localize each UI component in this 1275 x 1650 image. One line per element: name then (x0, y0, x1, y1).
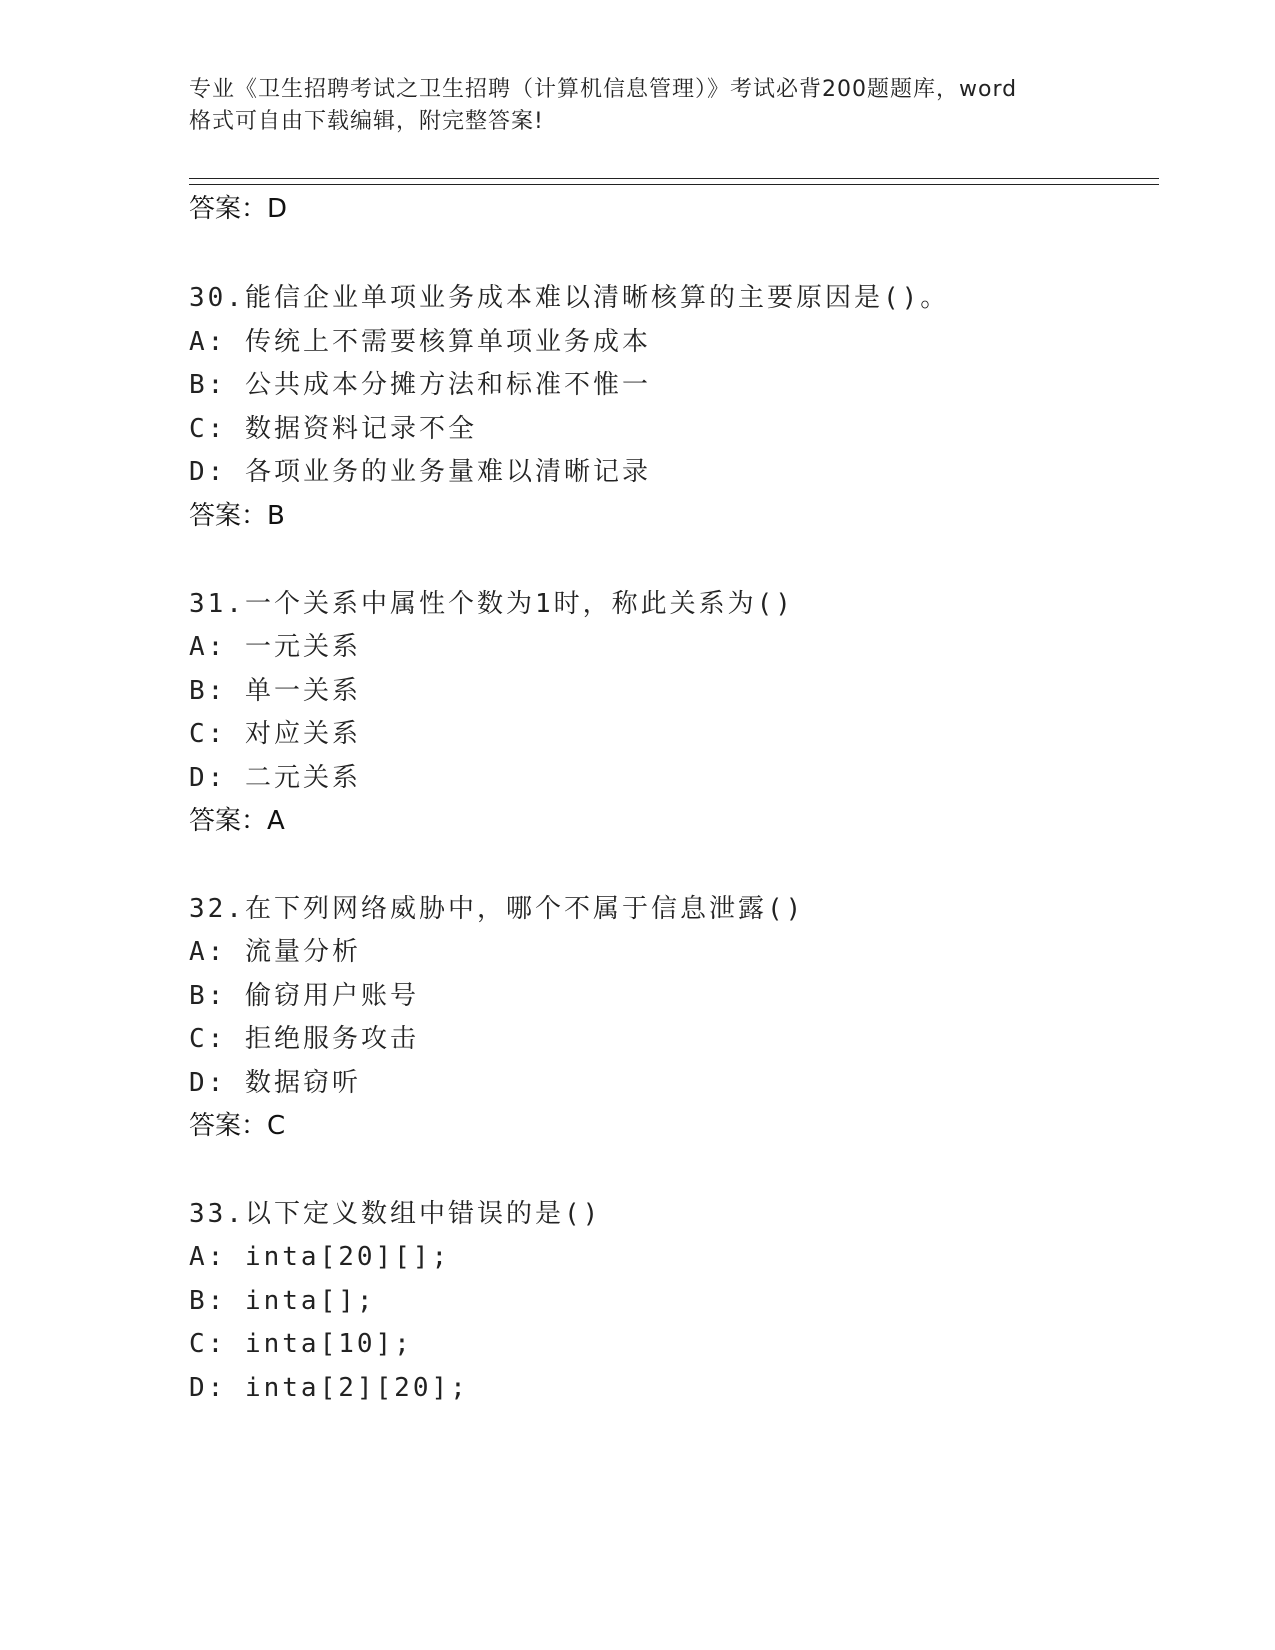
question-option: D: 二元关系 (189, 763, 361, 793)
question-option: A: 传统上不需要核算单项业务成本 (189, 327, 651, 357)
question-option: D: 数据窃听 (189, 1068, 361, 1098)
question-stem: 31.一个关系中属性个数为1时，称此关系为() (189, 589, 794, 619)
header-line-1: 专业《卫生招聘考试之卫生招聘（计算机信息管理）》考试必背200题题库，word (189, 77, 1018, 102)
header-rule-bottom (189, 184, 1159, 185)
question-stem: 33.以下定义数组中错误的是() (189, 1199, 602, 1229)
question-option: C: 拒绝服务攻击 (189, 1024, 419, 1054)
question-option: A: 流量分析 (189, 937, 361, 967)
question-option: D: inta[2][20]; (189, 1373, 469, 1403)
question-answer: 答案：B (189, 501, 285, 531)
previous-answer: 答案：D (189, 194, 288, 224)
question-option: A: 一元关系 (189, 632, 361, 662)
question-answer: 答案：C (189, 1111, 286, 1141)
header-rule-top (189, 178, 1159, 179)
question-stem: 32.在下列网络威胁中，哪个不属于信息泄露() (189, 894, 805, 924)
question-option: C: inta[10]; (189, 1329, 413, 1359)
question-stem: 30.能信企业单项业务成本难以清晰核算的主要原因是()。 (189, 283, 950, 313)
question-answer: 答案：A (189, 806, 285, 836)
question-option: B: 偷窃用户账号 (189, 981, 419, 1011)
header-line-2: 格式可自由下载编辑，附完整答案! (189, 109, 544, 134)
document-header (189, 74, 1089, 138)
question-option: C: 数据资料记录不全 (189, 414, 477, 444)
question-option: B: 单一关系 (189, 676, 361, 706)
question-option: A: inta[20][]; (189, 1242, 451, 1272)
question-option: B: 公共成本分摊方法和标准不惟一 (189, 370, 651, 400)
question-option: C: 对应关系 (189, 719, 361, 749)
question-option: B: inta[]; (189, 1286, 376, 1316)
question-option: D: 各项业务的业务量难以清晰记录 (189, 457, 651, 487)
